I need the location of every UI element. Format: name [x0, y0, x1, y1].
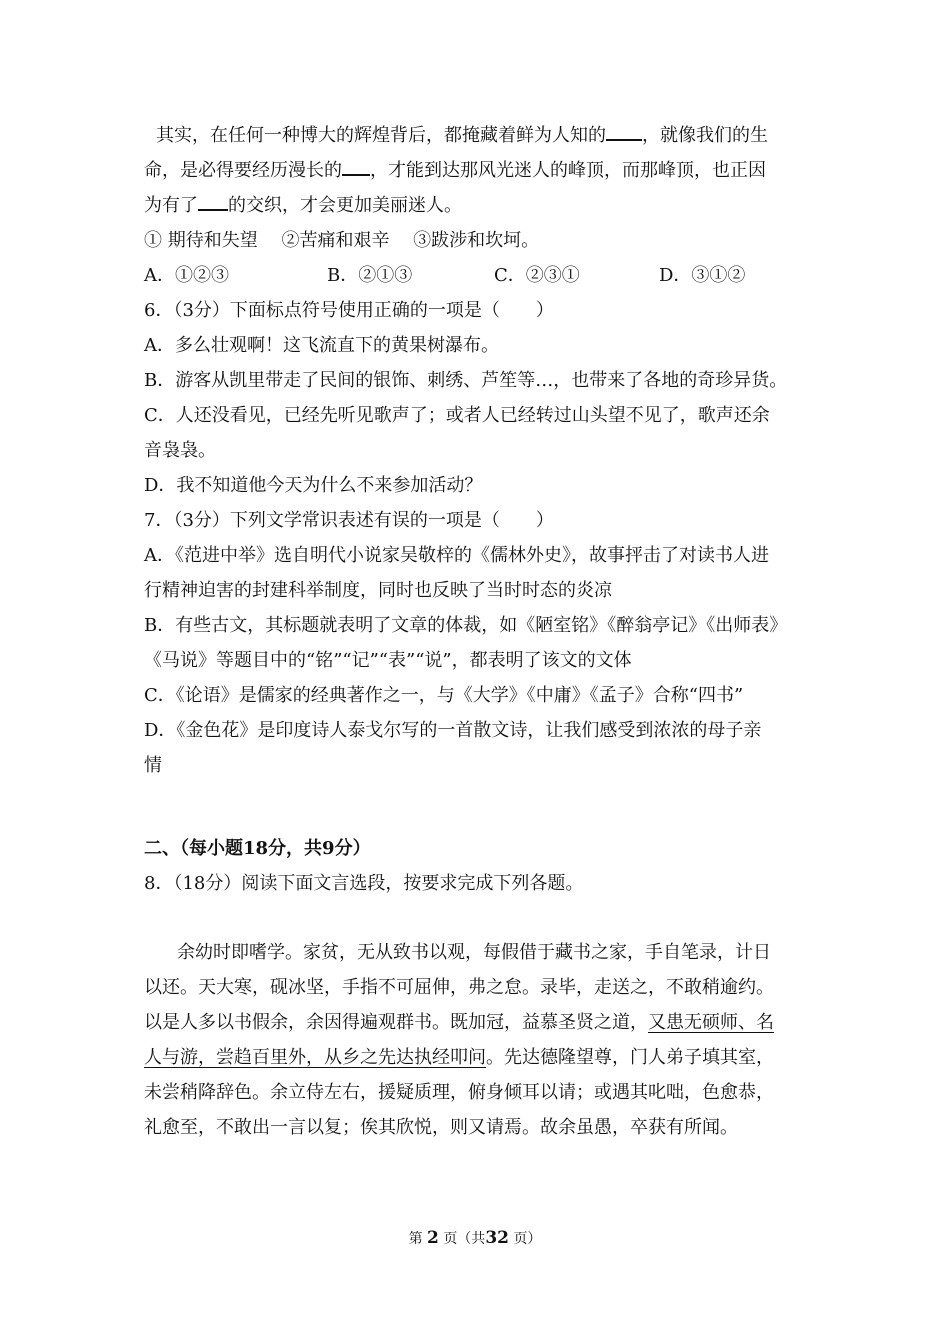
passage-text: ，才能到达那风光迷人的峰顶，而那峰顶，也正因 [370, 160, 766, 181]
page-number: 2 [427, 1228, 439, 1248]
fill-blank-1 [606, 123, 642, 141]
q7-option-c: C．《论语》是儒家的经典著作之一，与《大学》《中庸》《孟子》合称“四书” [144, 685, 744, 706]
classical-line-5: 未尝稍降辞色。余立侍左右，援疑质理，俯身倾耳以请；或遇其叱咄，色愈恭， [144, 1082, 774, 1103]
q5-options [144, 258, 812, 293]
q6-option-c-cont: 音袅袅。 [144, 440, 216, 461]
classical-text: 。先达德隆望尊，门人弟子填其室， [486, 1047, 774, 1068]
passage-text: 命，是必得要经历漫长的 [144, 160, 342, 181]
option-d: D．③①② [659, 265, 746, 286]
classical-line-3 [144, 1005, 812, 1040]
q7-option-b: B．有些古文，其标题就表明了文章的体裁，如《陋室铭》《醉翁亭记》《出师表》 [144, 615, 788, 636]
q7-option-d-cont: 情 [144, 755, 162, 776]
q7-option-a: A．《范进中举》选自明代小说家吴敬梓的《儒林外史》，故事抨击了对读书人进 [144, 545, 769, 566]
classical-line-2: 以还。天大寒，砚冰坚，手指不可屈伸，弗之怠。录毕，走送之，不敢稍逾约。 [144, 977, 774, 998]
q6-option-c: C．人还没看见，已经先听见歌声了；或者人已经转过山头望不见了，歌声还余 [144, 405, 770, 426]
option-b: B．②①③ [327, 265, 413, 286]
page-footer [0, 1228, 950, 1249]
passage-text: 其实，在任何一种博大的辉煌背后，都掩藏着鲜为人知的 [156, 125, 606, 146]
classical-text: 以是人多以书假余，余因得遍观群书。既加冠，益慕圣贤之道， [144, 1012, 648, 1033]
footer-text: 第 [408, 1231, 423, 1247]
passage-text: 为有了 [144, 195, 198, 216]
passage-line-2 [144, 153, 812, 188]
q7-option-d: D．《金色花》是印度诗人泰戈尔写的一首散文诗，让我们感受到浓浓的母子亲 [144, 720, 762, 741]
passage-text: 的交织，才会更加美丽迷人。 [228, 195, 462, 216]
passage-text: ，就像我们的生 [642, 125, 768, 146]
footer-text: 页（共 [443, 1231, 486, 1247]
q8-stem: 8．（18分）阅读下面文言选段，按要求完成下列各题。 [144, 873, 584, 894]
total-pages: 32 [485, 1228, 509, 1248]
fill-blank-2 [342, 158, 370, 176]
underlined-sentence: 人与游，尝趋百里外，从乡之先达执经叩问 [144, 1047, 486, 1068]
classical-line-4 [144, 1040, 812, 1075]
paragraph-spacer [144, 901, 812, 935]
section-2-title: 二、（每小题18分，共9分） [144, 838, 371, 859]
option-a: A．①②③ [144, 265, 229, 286]
q6-option-b: B．游客从凯里带走了民间的银饰、刺绣、芦笙等…，也带来了各地的奇珍异货。 [144, 370, 788, 391]
underlined-sentence: 又患无硕师、名 [648, 1012, 774, 1033]
q6-stem: 6．（3分）下面标点符号使用正确的一项是（ ） [144, 300, 554, 321]
option-c: C．②③① [494, 265, 580, 286]
q7-option-b-cont: 《马说》等题目中的“铭”“记”“表”“说”，都表明了该文的文体 [144, 650, 632, 671]
section-spacer [144, 783, 812, 831]
q6-option-d: D．我不知道他今天为什么不来参加活动？ [144, 475, 483, 496]
passage-choices: ① 期待和失望 ②苦痛和艰辛 ③跋涉和坎坷。 [144, 230, 540, 251]
fill-blank-3 [198, 193, 228, 211]
q7-stem: 7．（3分）下列文学常识表述有误的一项是（ ） [144, 510, 554, 531]
document-page [144, 118, 812, 1145]
q6-option-a: A．多么壮观啊！这飞流直下的黄果树瀑布。 [144, 335, 499, 356]
q7-option-a-cont: 行精神迫害的封建科举制度，同时也反映了当时时态的炎凉 [144, 580, 612, 601]
passage-line-1 [144, 118, 812, 153]
classical-line-1: 余幼时即嗜学。家贫，无从致书以观，每假借于藏书之家，手自笔录，计日 [177, 942, 771, 963]
classical-line-6: 礼愈至，不敢出一言以复；俟其欣悦，则又请焉。故余虽愚，卒获有所闻。 [144, 1117, 738, 1138]
passage-line-3 [144, 188, 812, 223]
footer-text: 页） [513, 1231, 542, 1247]
